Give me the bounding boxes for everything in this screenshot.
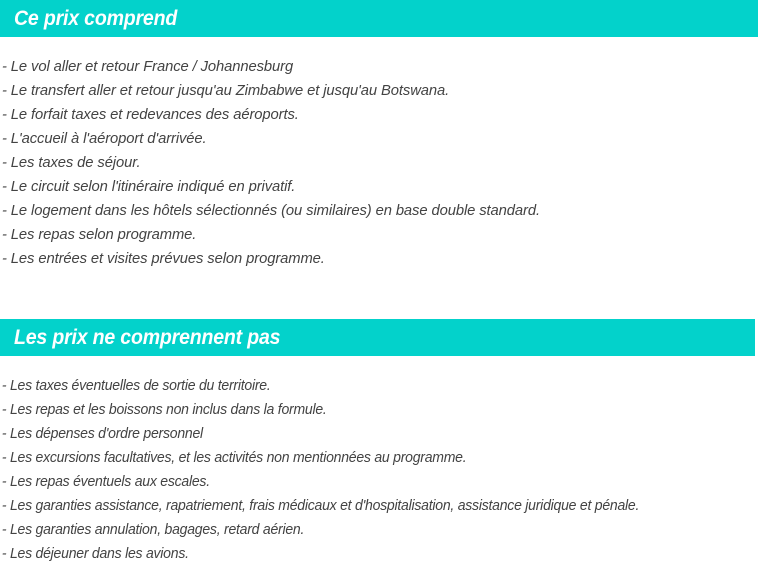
list-item: - Les taxes de séjour. xyxy=(1,154,141,171)
list-item: - Les entrées et visites prévues selon programme. xyxy=(1,250,325,267)
section-header-excluded xyxy=(0,319,755,356)
list-item: - Le vol aller et retour France / Johannesburg xyxy=(1,58,294,75)
list-item: - Les garanties annulation, bagages, retard aérien. xyxy=(1,521,305,538)
excluded-items-list xyxy=(0,374,758,566)
included-items-list xyxy=(0,55,758,271)
list-item: - Le circuit selon l'itinéraire indiqué en privatif. xyxy=(1,178,296,195)
list-item: - Les dépenses d'ordre personnel xyxy=(1,425,203,442)
list-item: - Les garanties assistance, rapatriement, frais médicaux et d'hospitalisation, assistance juridique et pénale. xyxy=(1,497,640,514)
list-item: - Le transfert aller et retour jusqu'au Zimbabwe et jusqu'au Botswana. xyxy=(1,82,450,99)
list-item: - Les repas éventuels aux escales. xyxy=(1,473,210,490)
list-item: - Le forfait taxes et redevances des aéroports. xyxy=(1,106,299,123)
list-item: - Les déjeuner dans les avions. xyxy=(1,545,189,562)
list-item: - Les excursions facultatives, et les activités non mentionnées au programme. xyxy=(1,449,467,466)
list-item: - L'accueil à l'aéroport d'arrivée. xyxy=(1,130,207,147)
section-title-excluded: Les prix ne comprennent pas xyxy=(14,326,281,349)
section-title-included: Ce prix comprend xyxy=(14,7,178,30)
section-header-included xyxy=(0,0,758,37)
list-item: - Les repas selon programme. xyxy=(1,226,197,243)
list-item: - Le logement dans les hôtels sélectionnés (ou similaires) en base double standard. xyxy=(1,202,540,219)
list-item: - Les taxes éventuelles de sortie du territoire. xyxy=(1,377,271,394)
list-item: - Les repas et les boissons non inclus dans la formule. xyxy=(1,401,327,418)
